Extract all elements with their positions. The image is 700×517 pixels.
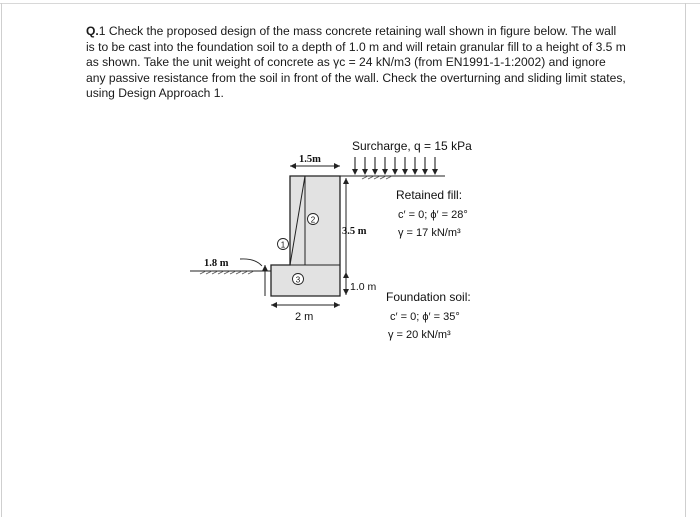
top-width-label: 1.5m bbox=[299, 154, 321, 165]
question-number: Q. bbox=[86, 24, 99, 38]
base-width-arrow-right bbox=[334, 302, 340, 308]
retained-fill-unit-weight: γ = 17 kN/m³ bbox=[398, 227, 461, 239]
foundation-soil-title: Foundation soil: bbox=[386, 290, 471, 304]
foundation-soil-unit-weight: γ = 20 kN/m³ bbox=[388, 329, 451, 341]
zone-3-label: 3 bbox=[295, 275, 301, 285]
foundation-soil-properties: c′ = 0; ϕ′ = 35° bbox=[390, 311, 460, 323]
left-height-label: 1.8 m bbox=[204, 258, 229, 269]
top-width-arrow-left bbox=[290, 163, 296, 169]
embed-depth-label: 1.0 m bbox=[350, 281, 377, 293]
zone-2-label: 2 bbox=[310, 215, 316, 225]
zone-1-label: 1 bbox=[280, 240, 286, 250]
fill-height-arrow-top bbox=[343, 178, 349, 184]
left-height-arrow bbox=[262, 265, 268, 271]
surcharge-label: Surcharge, q = 15 kPa bbox=[352, 139, 472, 153]
retained-fill-title: Retained fill: bbox=[396, 188, 463, 202]
embed-arrow-top bbox=[343, 272, 349, 278]
question-number-suffix: 1 bbox=[98, 24, 106, 38]
top-width-arrow-right bbox=[334, 163, 340, 169]
base-width-label: 2 m bbox=[295, 311, 314, 323]
embed-arrow-bottom bbox=[343, 289, 349, 295]
surcharge-arrowheads bbox=[352, 169, 438, 175]
question-text: Check the proposed design of the mass concrete retaining wall shown in figure below. The wall is to be cast into the foundation soil to a depth of 1.0 m and will retain granular fill to a height of 3.5 m as shown. Take the unit weight of concrete as γc = 24 kN/m3 (from EN1991-1-1:2002) and ignore any passive resistance from the soil in front of the wall. Check the overturning and sliding limit states, using Design Approach 1. bbox=[86, 24, 626, 100]
retained-fill-properties: c′ = 0; ϕ′ = 28° bbox=[398, 209, 468, 221]
base-width-arrow-left bbox=[271, 302, 277, 308]
fill-height-label: 3.5 m bbox=[342, 226, 367, 237]
left-height-leader bbox=[240, 259, 262, 266]
